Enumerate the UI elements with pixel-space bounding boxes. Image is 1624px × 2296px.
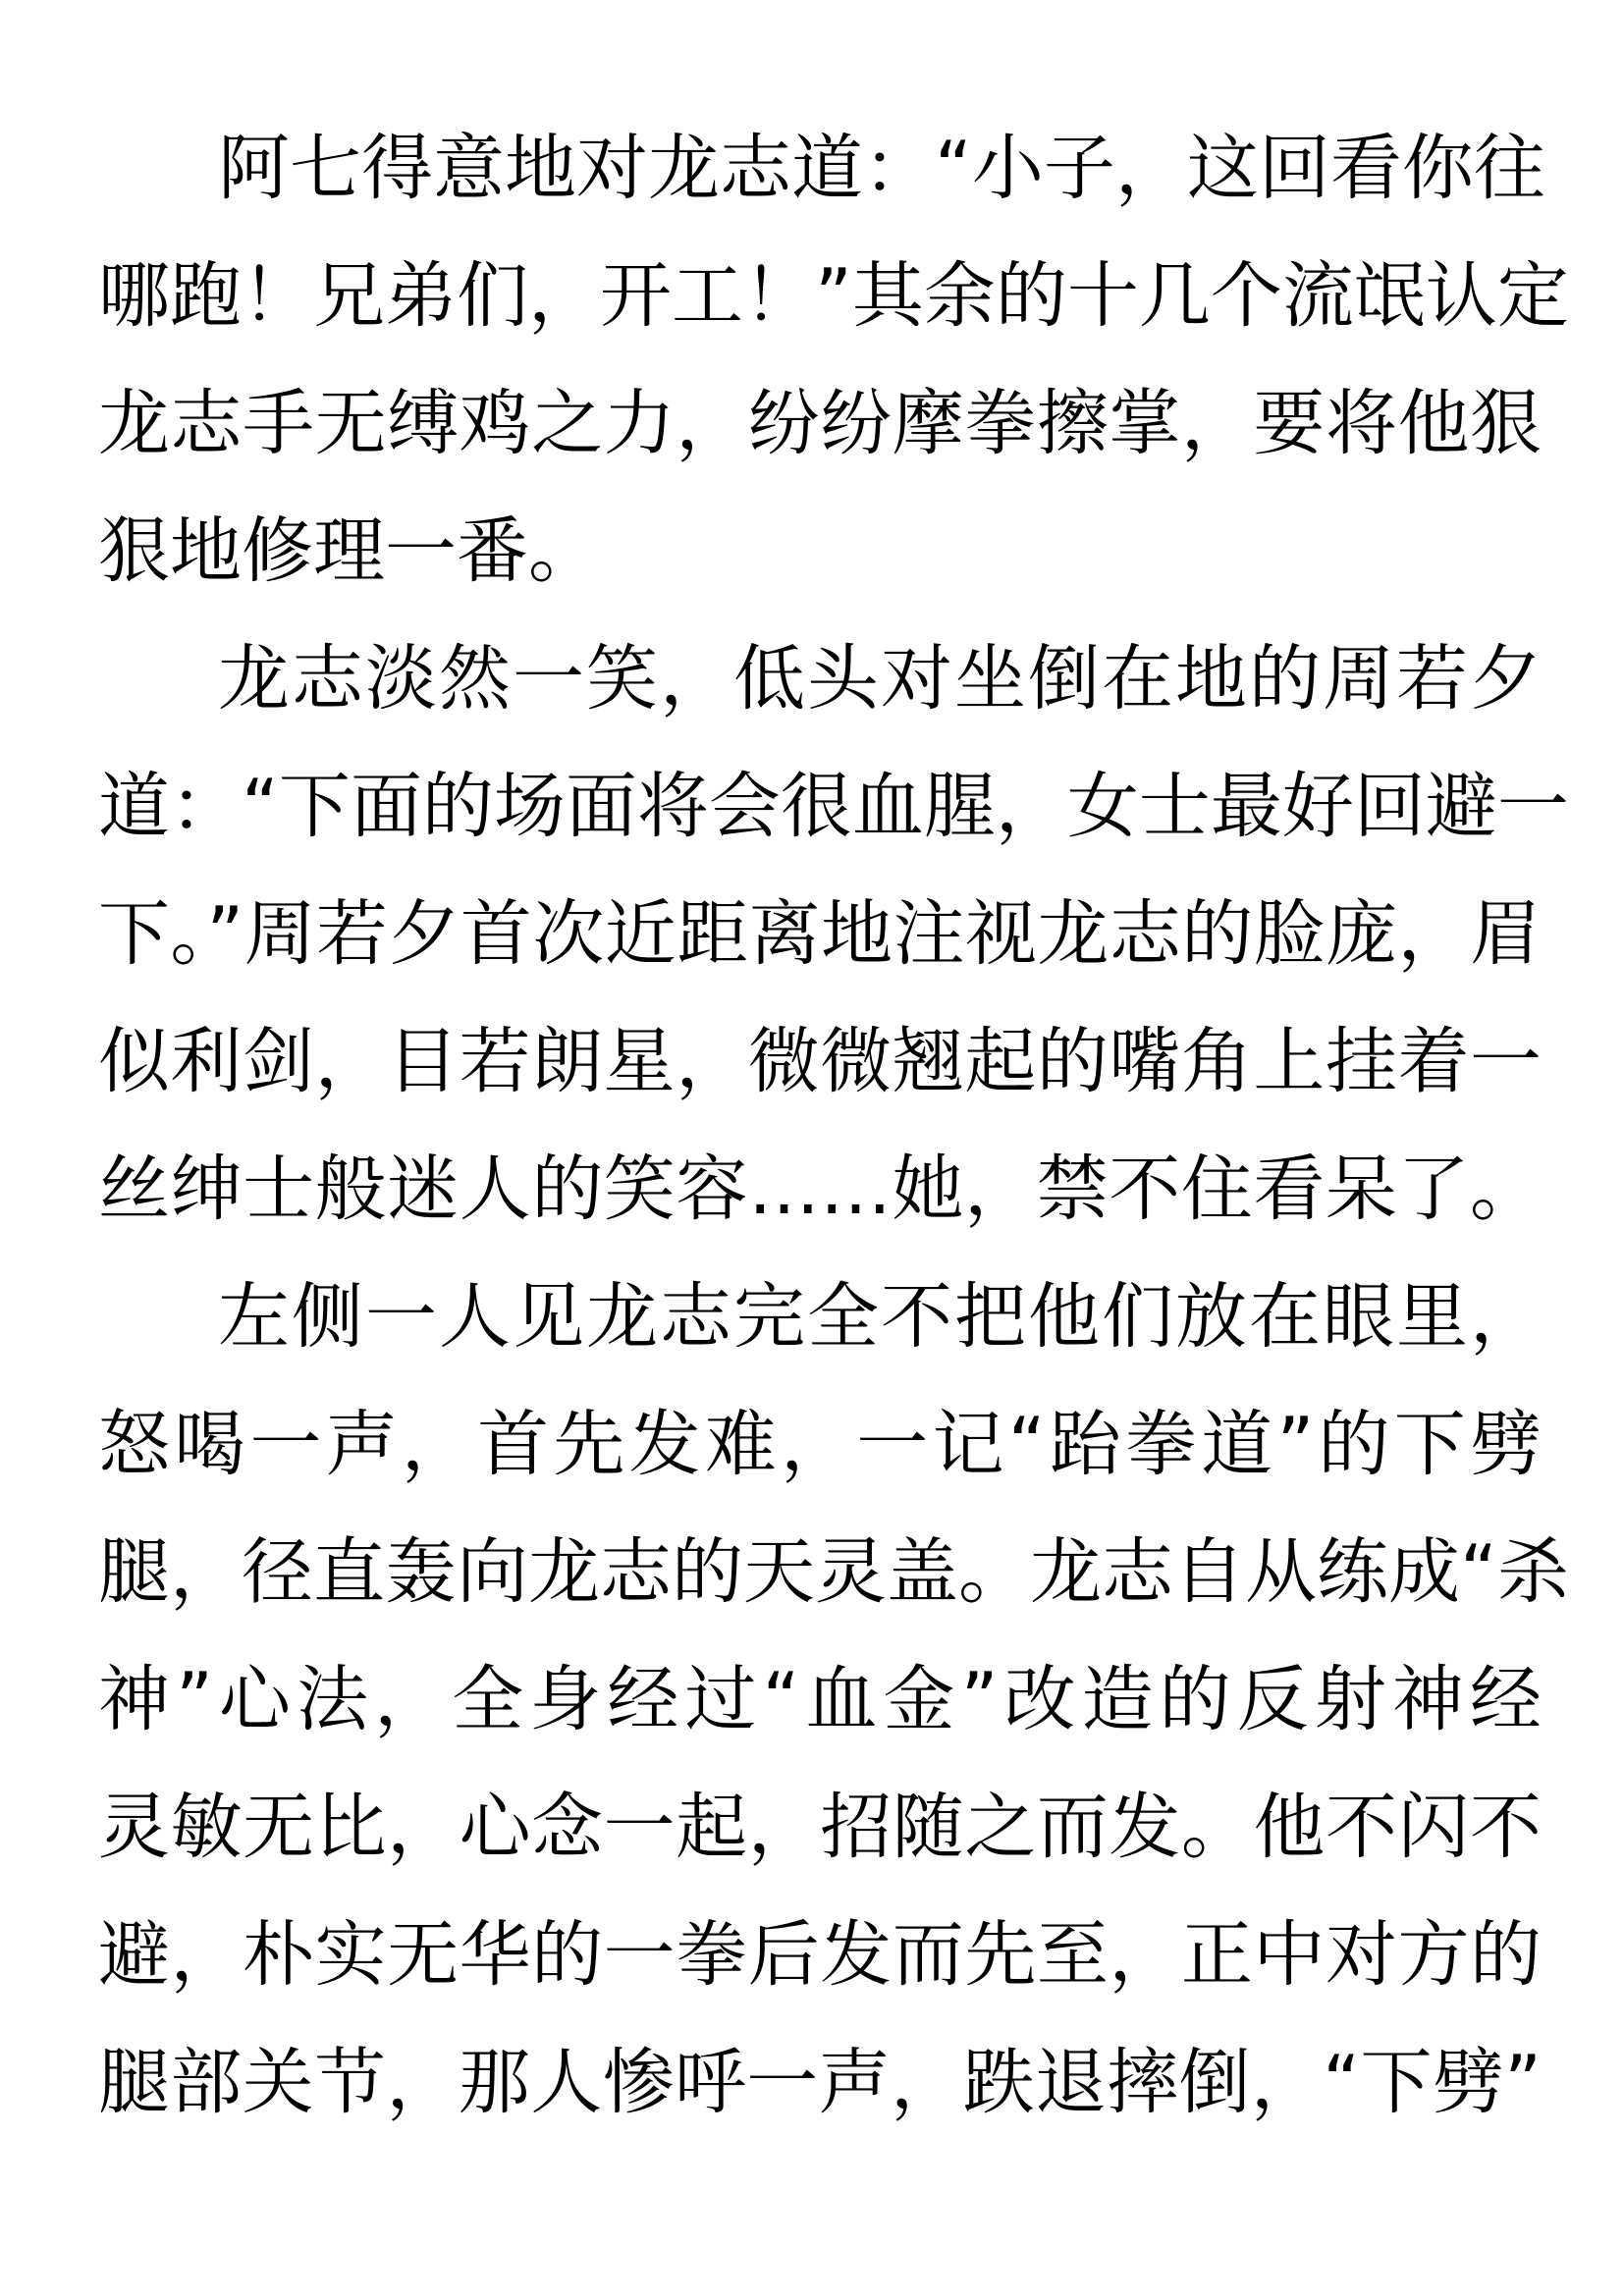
text-line: 怒喝一声，首先发难，一记“跆拳道”的下劈 (98, 1403, 1542, 1486)
text-line: 左侧一人见龙志完全不把他们放在眼里， (218, 1275, 1542, 1359)
text-line: 龙志手无缚鸡之力，纷纷摩拳擦掌，要将他狠 (98, 382, 1542, 465)
text-line: 道：“下面的场面将会很血腥，女士最好回避一 (98, 765, 1569, 848)
text-line: 神”心法，全身经过“血金”改造的反射神经 (98, 1658, 1542, 1741)
text-line: 下。”周若夕首次近距离地注视龙志的脸庞，眉 (98, 892, 1542, 976)
text-line: 避，朴实无华的一拳后发而先至，正中对方的 (98, 1913, 1542, 1997)
text-line: 阿七得意地对龙志道：“小子，这回看你往 (218, 127, 1545, 210)
text-line: 似利剑，目若朗星，微微翘起的嘴角上挂着一 (98, 1020, 1542, 1103)
text-line: 哪跑！兄弟们，开工！”其余的十几个流氓认定 (98, 254, 1569, 338)
text-line: 灵敏无比，心念一起，招随之而发。他不闪不 (98, 1786, 1542, 1869)
text-line: 狠地修理一番。 (98, 509, 600, 593)
text-line: 腿部关节，那人惨呼一声，跌退摔倒，“下劈” (98, 2041, 1542, 2124)
text-line: 龙志淡然一笑，低头对坐倒在地的周若夕 (218, 637, 1542, 721)
text-line: 丝绅士般迷人的笑容……她，禁不住看呆了。 (98, 1148, 1542, 1231)
text-line: 腿，径直轰向龙志的天灵盖。龙志自从练成“杀 (98, 1530, 1569, 1614)
